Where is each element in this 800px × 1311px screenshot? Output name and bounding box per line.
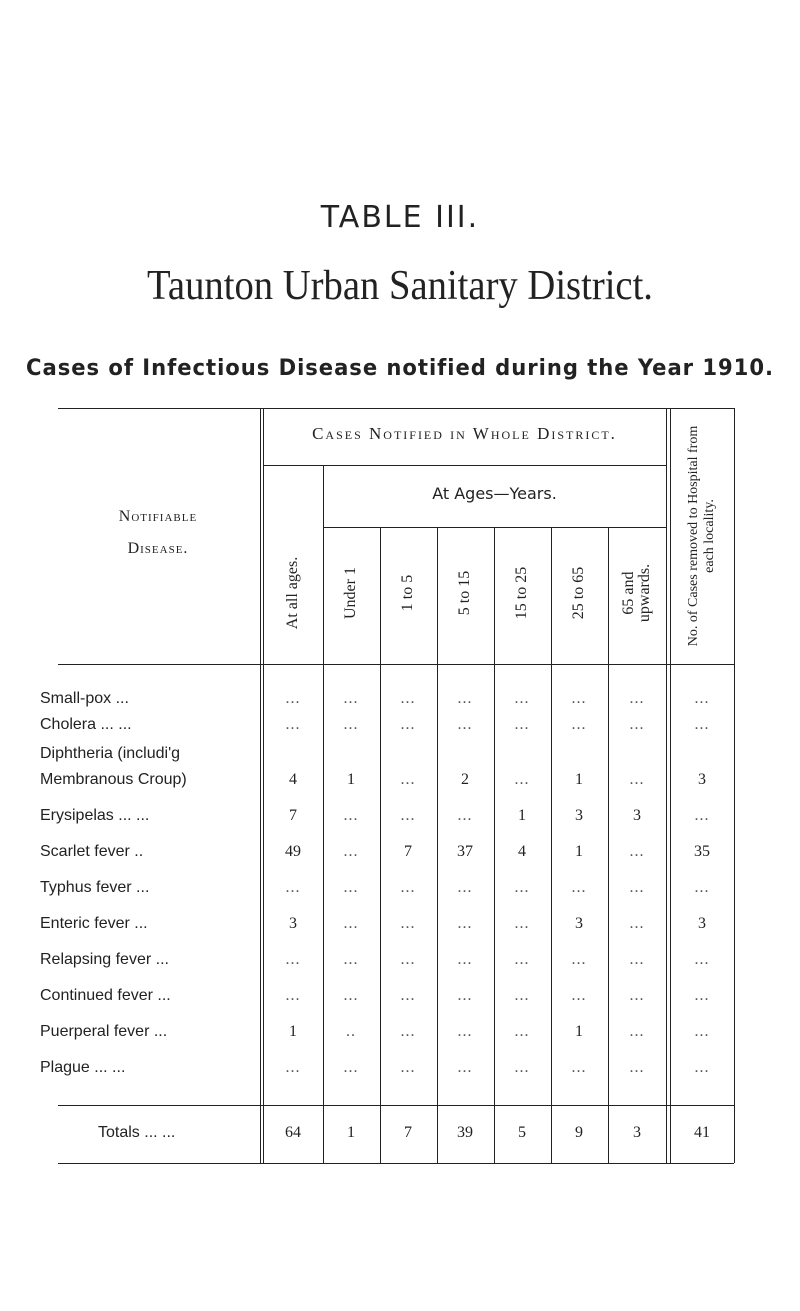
table-cell: 35	[694, 843, 710, 860]
table-cell: ...	[285, 716, 301, 733]
table-cell: ...	[571, 987, 587, 1004]
table-cell: 7	[404, 1124, 412, 1141]
table-cell: ...	[571, 879, 587, 896]
disease-label: Relapsing fever ...	[40, 951, 169, 968]
table-cell: ...	[400, 716, 416, 733]
table-cell: 3	[698, 915, 706, 932]
disease-label: Diphtheria (includi'g	[40, 745, 181, 762]
table-cell: ...	[514, 690, 530, 707]
table-cell: ...	[400, 1023, 416, 1040]
table-cell: ...	[694, 1059, 710, 1076]
table-cell: ...	[571, 690, 587, 707]
table-cell: ...	[343, 879, 359, 896]
header-65-and-upwards: 65 and upwards.	[620, 563, 653, 623]
table-cell: ...	[457, 807, 473, 824]
disease-label: Cholera ... ...	[40, 716, 132, 733]
table-cell: 2	[461, 771, 469, 788]
table-cell: ...	[694, 879, 710, 896]
table-cell: ...	[343, 807, 359, 824]
table-cell: ...	[343, 951, 359, 968]
table-number: TABLE III.	[320, 200, 480, 235]
table-cell: ...	[457, 915, 473, 932]
table-cell: 3	[575, 807, 583, 824]
table-cell: 4	[289, 771, 297, 788]
table-cell: 49	[285, 843, 301, 860]
disease-header-line1: Notifiable	[118, 508, 198, 525]
table-cell: ...	[514, 771, 530, 788]
table-cell: ...	[514, 915, 530, 932]
table-cell: 1	[347, 771, 355, 788]
disease-label: Small-pox ...	[40, 690, 129, 707]
table-cell: ...	[343, 690, 359, 707]
header-5-to-15: 5 to 15	[456, 570, 473, 616]
header-15-to-25: 15 to 25	[513, 566, 530, 620]
disease-label: Erysipelas ... ...	[40, 807, 150, 824]
table-cell: ...	[694, 807, 710, 824]
table-cell: ...	[457, 1023, 473, 1040]
top-rule	[58, 408, 734, 409]
table-subtitle: Cases of Infectious Disease notified during the Year 1910.	[26, 356, 774, 381]
table-cell: ..	[346, 1023, 356, 1040]
table-cell: 64	[285, 1124, 301, 1141]
table-cell: ...	[694, 716, 710, 733]
table-cell: ...	[285, 1059, 301, 1076]
table-cell: 1	[575, 771, 583, 788]
table-cell: 4	[518, 843, 526, 860]
disease-header-line2: Disease.	[127, 540, 189, 557]
table-cell: ...	[629, 1023, 645, 1040]
table-cell: ...	[571, 1059, 587, 1076]
table-cell: 3	[289, 915, 297, 932]
table-cell: ...	[285, 987, 301, 1004]
table-cell: ...	[400, 807, 416, 824]
table-cell: ...	[343, 987, 359, 1004]
table-cell: ...	[629, 915, 645, 932]
table-cell: ...	[694, 1023, 710, 1040]
table-cell: ...	[457, 1059, 473, 1076]
table-cell: ...	[514, 951, 530, 968]
table-cell: ...	[514, 716, 530, 733]
table-cell: ...	[457, 690, 473, 707]
table-cell: ...	[400, 690, 416, 707]
table-cell: ...	[343, 915, 359, 932]
column-rule	[260, 408, 261, 1163]
table-cell: ...	[629, 843, 645, 860]
table-cell: ...	[514, 1059, 530, 1076]
header-under-1: Under 1	[342, 567, 359, 619]
table-cell: ...	[694, 987, 710, 1004]
table-cell: ...	[694, 951, 710, 968]
totals-label: Totals ... ...	[98, 1124, 176, 1141]
header-removed-to-hospital: No. of Cases removed to Hospital from each locality.	[686, 425, 717, 647]
table-cell: ...	[629, 951, 645, 968]
table-cell: ...	[629, 716, 645, 733]
table-cell: 1	[575, 1023, 583, 1040]
table-cell: ...	[629, 879, 645, 896]
table-cell: ...	[400, 915, 416, 932]
disease-label: Scarlet fever ..	[40, 843, 144, 860]
group-header: Cases Notified in Whole District.	[312, 424, 617, 443]
table-cell: 1	[575, 843, 583, 860]
table-cell: ...	[457, 951, 473, 968]
table-cell: ...	[514, 987, 530, 1004]
column-rule	[670, 408, 671, 1163]
table-cell: ...	[571, 716, 587, 733]
table-cell: ...	[400, 987, 416, 1004]
table-cell: ...	[514, 1023, 530, 1040]
disease-label: Puerperal fever ...	[40, 1023, 168, 1040]
table-cell: ...	[343, 716, 359, 733]
header-25-to-65: 25 to 65	[570, 566, 587, 620]
totals-rule	[58, 1105, 734, 1106]
table-cell: 3	[575, 915, 583, 932]
table-cell: ...	[400, 1059, 416, 1076]
table-cell: ...	[629, 771, 645, 788]
table-cell: 1	[289, 1023, 297, 1040]
table-cell: 7	[404, 843, 412, 860]
table-cell: 3	[633, 1124, 641, 1141]
table-cell: ...	[285, 951, 301, 968]
table-cell: 37	[457, 843, 473, 860]
table-cell: 39	[457, 1124, 473, 1141]
header-rule	[58, 664, 734, 665]
disease-label: Enteric fever ...	[40, 915, 148, 932]
disease-label: Plague ... ...	[40, 1059, 126, 1076]
table-cell: ...	[400, 951, 416, 968]
disease-label: Membranous Croup)	[40, 771, 187, 788]
table-cell: ...	[343, 1059, 359, 1076]
table-cell: ...	[457, 716, 473, 733]
table-cell: 7	[289, 807, 297, 824]
table-cell: ...	[629, 1059, 645, 1076]
table-cell: 5	[518, 1124, 526, 1141]
table-cell: ...	[457, 879, 473, 896]
table-cell: ...	[694, 690, 710, 707]
table-cell: ...	[285, 879, 301, 896]
table-cell: ...	[400, 879, 416, 896]
header-1-to-5: 1 to 5	[399, 574, 416, 612]
bottom-rule	[58, 1163, 734, 1164]
disease-label: Continued fever ...	[40, 987, 171, 1004]
header-all-ages: At all ages.	[284, 556, 301, 630]
table-cell: ...	[629, 987, 645, 1004]
table-cell: 3	[633, 807, 641, 824]
table-cell: 1	[347, 1124, 355, 1141]
district-title: Taunton Urban Sanitary District.	[147, 263, 653, 309]
table-cell: ...	[629, 690, 645, 707]
ages-group-header: At Ages—Years.	[432, 484, 557, 503]
table-cell: 41	[694, 1124, 710, 1141]
table-cell: ...	[514, 879, 530, 896]
disease-label: Typhus fever ...	[40, 879, 150, 896]
table-cell: ...	[285, 690, 301, 707]
table-cell: 9	[575, 1124, 583, 1141]
table-cell: ...	[343, 843, 359, 860]
table-cell: 3	[698, 771, 706, 788]
table-cell: ...	[400, 771, 416, 788]
table-cell: 1	[518, 807, 526, 824]
column-rule	[734, 408, 735, 1163]
table-cell: ...	[457, 987, 473, 1004]
table-cell: ...	[571, 951, 587, 968]
